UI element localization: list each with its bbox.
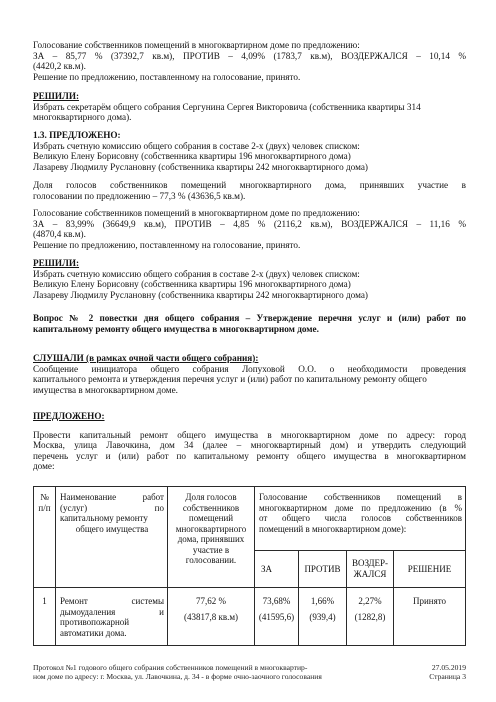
question-2-block (33, 313, 466, 334)
row-1-za: 73,68% (41595,6) (258, 596, 295, 622)
table-subheader-line (254, 550, 466, 551)
proposed-block (33, 411, 466, 472)
heard-block (33, 353, 466, 395)
decided-text: Избрать секретарём общего собрания Сергунина Сергея Викторовича (собственника квартиры 314 (33, 101, 421, 112)
question-2-title-cont: капитальному ремонту общего имущества в многоквартирном доме. (33, 323, 319, 334)
vote-figures: ЗА – 83,99% (36649,9 кв.м), ПРОТИВ – 4,85 % (2116,2 кв.м), ВОЗДЕРЖАЛСЯ – 11,16 % (33, 218, 466, 229)
row-1-vozderzhalsya: 2,27% (1282,8) (354, 596, 386, 622)
vote-intro: Голосование собственников помещений в многоквартирном доме по предложению: (33, 208, 360, 218)
table-header-bottom (33, 587, 466, 588)
table-col-line (254, 486, 255, 646)
table-border-right (465, 486, 466, 646)
header-num: № п/п (38, 492, 51, 513)
vote-figures-cont: (4870,4 кв.м). (33, 229, 86, 240)
table-col-line (55, 486, 56, 646)
footer-date: 27.05.2019 (431, 663, 466, 672)
vote-figures-cont: (4420,2 кв.м). (33, 61, 86, 72)
heard-heading: СЛУШАЛИ (в рамках очной части общего собрания): (33, 353, 259, 363)
header-protiv: ПРОТИВ (304, 564, 341, 574)
header-za: ЗА (261, 564, 273, 574)
decided-heading: РЕШИЛИ: (33, 91, 80, 101)
question-2-title: Вопрос № 2 повестки дня общего собрания – Утверждение перечня услуг и (или) работ по (33, 313, 466, 323)
decided-text: Избрать счетную комиссию общего собрания в составе 2-х (двух) человек списком: (33, 268, 360, 279)
vote-figures: ЗА – 85,77 % (37392,7 кв.м), ПРОТИВ – 4,09% (1783,7 кв.м), ВОЗДЕРЖАЛСЯ – 10,14 % (33, 50, 466, 61)
row-1-protiv: 1,66% (939,4) (309, 596, 336, 622)
decided-block-1 (33, 91, 466, 123)
header-share: Доля голосов собственников помещений многоквартирного дома, принявших участие в голосовании. (175, 492, 247, 565)
item-1-3-text: Избрать счетную комиссию общего собрания в составе 2-х (двух) человек списком: (33, 140, 360, 151)
row-1-work-name: Ремонт системы дымоудаления и противопожарной автоматики дома. (60, 596, 164, 638)
footer-page-info (400, 663, 466, 681)
item-1-3-heading: 1.3. ПРЕДЛОЖЕНО: (33, 130, 121, 140)
header-vote: Голосование собственников помещений в многоквартирном доме по предложению (в % от общего числа голосов собственников помещений в многоквартирном доме): (259, 492, 462, 534)
participation-text: Доля голосов собственников помещений многоквартирного дома, принявших участие в (33, 180, 466, 190)
footer-page-number: Страница 3 (429, 672, 466, 681)
item-1-3-block (33, 130, 466, 172)
row-1-share: 77,62 % (43817,8 кв.м) (183, 596, 239, 622)
decided-heading: РЕШИЛИ: (33, 258, 80, 268)
proposed-text-2: Москва, улица Лавочкина, дом 34 (далее – многоквартирный дом) и утвердить следующий (33, 440, 466, 451)
footer-protocol: Протокол №1 годового общего собрания собственников помещений в многоквартир- ном доме по адресу: г. Москва, ул. Лавочкина, д. 34 - в форме очно-заочного голосования (33, 663, 322, 681)
vote-decision: Решение по предложению, поставленному на голосование, принято. (33, 239, 301, 250)
row-1-decision: Принято (412, 596, 447, 606)
candidate-2: Лазареву Людмилу Руслановну (собственника квартиры 242 многоквартирного дома) (33, 289, 368, 300)
proposed-text-3: перечень услуг и (или) работ по капитальному ремонту общего имущества в многоквартирном (33, 450, 466, 461)
header-vozderzhalsya: ВОЗДЕР- ЖАЛСЯ (351, 558, 389, 579)
table-border-bottom (33, 645, 466, 646)
participation-block (33, 180, 466, 201)
decided-text-cont: многоквартирного дома). (33, 112, 132, 123)
heard-text-cont: капитального ремонта и утверждения перечня услуг и (или) работ по капитальному ремонту общего (33, 374, 427, 385)
vote-result-block-1 (33, 40, 466, 82)
proposed-text-4: доме: (33, 461, 55, 472)
heard-text-end: имущества в многоквартирном доме. (33, 384, 178, 395)
vote-intro: Голосование собственников помещений в многоквартирном доме по предложению: (33, 40, 360, 50)
header-work-name: Наименование работ (услуг) по капитальному ремонту общего имущества (60, 492, 164, 534)
participation-text-cont: голосовании по предложению – 77,3 % (43636,5 кв.м). (33, 190, 246, 201)
table-border-top (33, 486, 466, 487)
proposed-heading: ПРЕДЛОЖЕНО: (33, 411, 105, 421)
works-table (33, 486, 466, 646)
vote-decision: Решение по предложению, поставленному на голосование, принято. (33, 71, 301, 82)
vote-result-block-2 (33, 208, 466, 250)
proposed-text: Провести капитальный ремонт общего имущества в многоквартирном доме по адресу: город (33, 429, 466, 440)
heard-text: Сообщение инициатора общего собрания Лопуховой О.О. о необходимости проведения (33, 363, 466, 374)
header-reshenie: РЕШЕНИЕ (407, 564, 452, 574)
candidate-1: Великую Елену Борисовну (собственника квартиры 196 многоквартирного дома) (33, 151, 351, 162)
candidate-2: Лазареву Людмилу Руслановну (собственника квартиры 242 многоквартирного дома) (33, 161, 368, 172)
decided-block-2 (33, 258, 466, 300)
candidate-1: Великую Елену Борисовну (собственника квартиры 196 многоквартирного дома) (33, 279, 351, 290)
row-1-num: 1 (42, 596, 47, 606)
